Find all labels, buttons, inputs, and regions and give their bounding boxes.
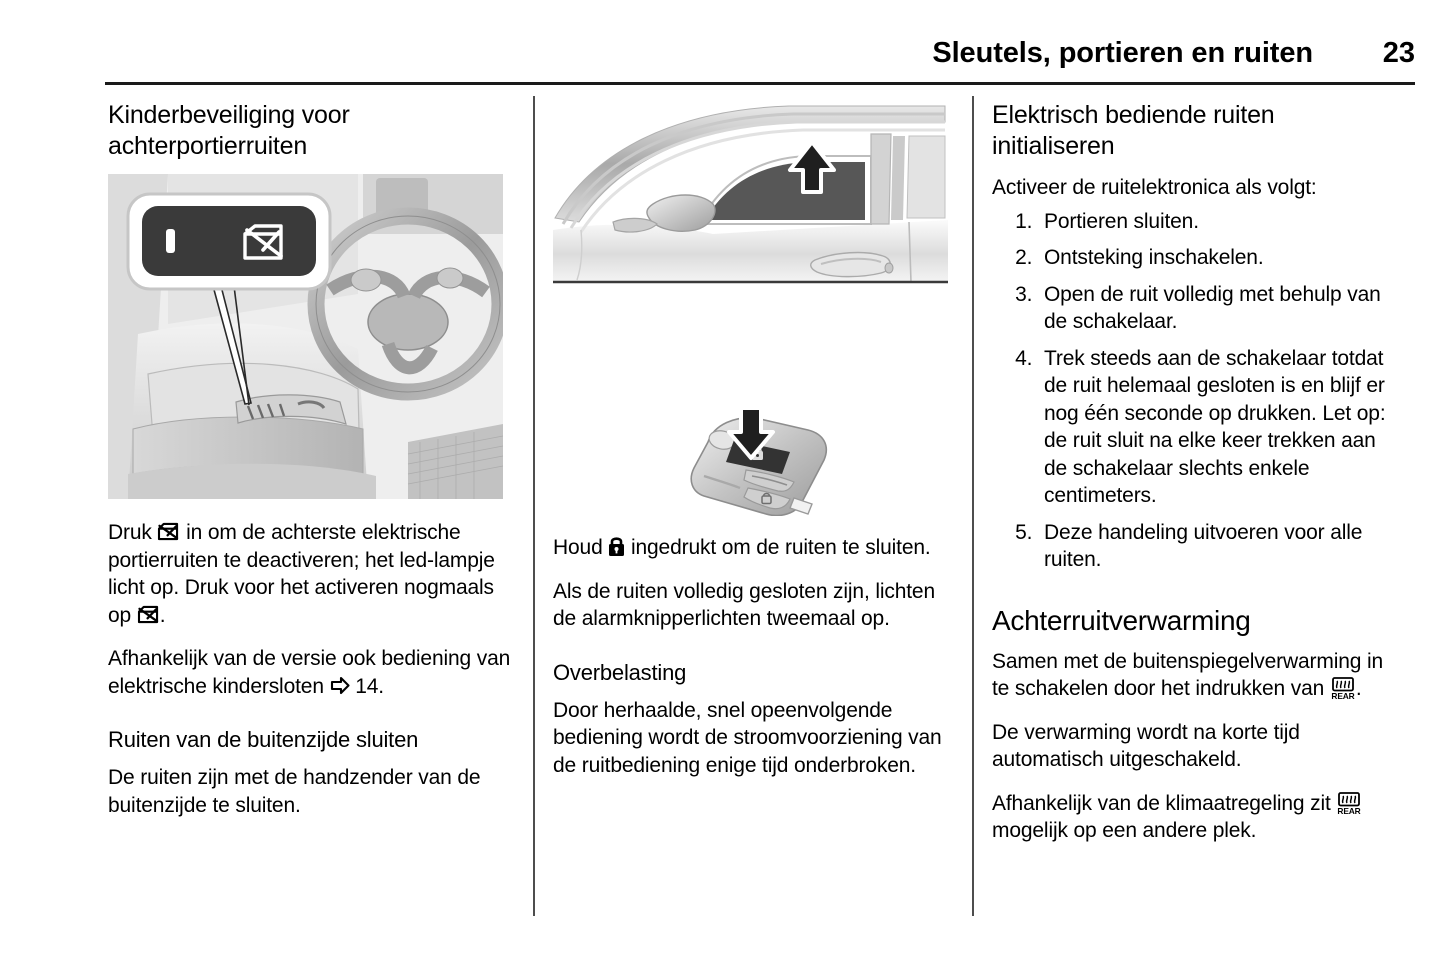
subsection-title-overload: Overbelasting	[553, 659, 687, 685]
list-item: 2. Ontsteking inschakelen.	[1038, 244, 1397, 272]
car-side-illustration	[553, 100, 948, 400]
list-item: 5. Deze handeling uitvoeren voor alle ruiten.	[1038, 519, 1397, 574]
figure-interior-child-lock	[108, 174, 503, 499]
page-number: 23	[1382, 37, 1415, 69]
section-title-initialise-windows: Elektrisch bediende ruiten initialiseren	[992, 101, 1275, 160]
column-3	[992, 100, 1397, 845]
interior-illustration	[108, 174, 503, 499]
padlock-icon	[608, 536, 625, 557]
text-part: Afhankelijk van de versie ook bediening van elektrische kindersloten	[108, 647, 511, 698]
initialise-steps-list	[992, 208, 1397, 574]
text-part: Houd	[553, 536, 609, 559]
text-part: .	[159, 603, 166, 627]
text-part: ingedrukt om de ruiten te sluiten.	[625, 536, 931, 559]
list-item: 1. Portieren sluiten.	[1038, 208, 1397, 236]
column-1	[108, 100, 513, 819]
child-lock-window-icon	[157, 521, 180, 540]
header-rule	[105, 82, 1415, 85]
child-lock-window-icon	[137, 604, 160, 623]
list-item: 4. Trek steeds aan de schakelaar totdat de ruit helemaal gesloten is en blijf er nog één seconde op drukken. Let op: de ruit sluit na elke keer trekken aan de schakelaar slechts enkele centimeters.	[1038, 345, 1397, 510]
list-item: 3. Open de ruit volledig met behulp van de schakelaar.	[1038, 281, 1397, 336]
text-part: .	[1355, 677, 1362, 700]
remote-key-illustration	[553, 406, 948, 516]
paragraph-close-from-outside: De ruiten zijn met de handzender van de buitenzijde te sluiten.	[108, 766, 481, 817]
right-arrow-reference-icon	[330, 675, 350, 694]
text-part: Samen met de buitenspiegelverwarming in te schakelen door het indrukken van	[992, 649, 1384, 700]
svg-text:REAR: REAR	[1331, 691, 1355, 701]
page-title: Sleutels, portieren en ruiten	[932, 37, 1313, 69]
paragraph-rear-heating-activate	[992, 648, 1397, 703]
column-divider-2	[972, 96, 974, 916]
paragraph-initialise-intro: Activeer de ruitelektronica als volgt:	[992, 176, 1317, 199]
column-2	[553, 100, 958, 779]
paragraph-hazard-flash: Als de ruiten volledig gesloten zijn, lichten de alarmknipperlichten tweemaal op.	[553, 579, 935, 630]
column-divider-1	[533, 96, 535, 916]
paragraph-overload: Door herhaalde, snel opeenvolgende bediening wordt de stroomvoorziening van de ruitbediening enige tijd onderbroken.	[553, 698, 942, 777]
figure-car-window-closing	[553, 100, 948, 400]
figure-remote-key	[553, 406, 948, 516]
section-title-rear-window-heating: Achterruitverwarming	[992, 604, 1251, 636]
text-part: mogelijk op een andere plek.	[992, 819, 1257, 842]
paragraph-child-lock-usage	[108, 519, 513, 629]
text-part: in om de achterste elektrische portierruiten te deactiveren; het led-lampje licht op. Druk voor het activeren nogmaals op	[108, 521, 495, 627]
paragraph-rear-heating-auto-off: De verwarming wordt na korte tijd automatisch uitgeschakeld.	[992, 720, 1300, 771]
section-title-child-safety: Kinderbeveiliging voor achterportierruiten	[108, 101, 350, 160]
paragraph-hold-to-close	[553, 534, 958, 562]
svg-text:REAR: REAR	[1337, 805, 1361, 816]
text-part: 14.	[349, 674, 384, 698]
rear-window-defrost-icon	[1330, 676, 1356, 701]
paragraph-child-lock-reference	[108, 645, 513, 700]
page-header	[105, 36, 1415, 84]
rear-window-defrost-icon	[1336, 791, 1362, 816]
text-part: Afhankelijk van de klimaatregeling zit	[992, 791, 1331, 815]
subsection-title-close-from-outside: Ruiten van de buitenzijde sluiten	[108, 727, 419, 752]
paragraph-rear-heating-location	[992, 790, 1397, 845]
text-part: Druk	[108, 521, 158, 544]
